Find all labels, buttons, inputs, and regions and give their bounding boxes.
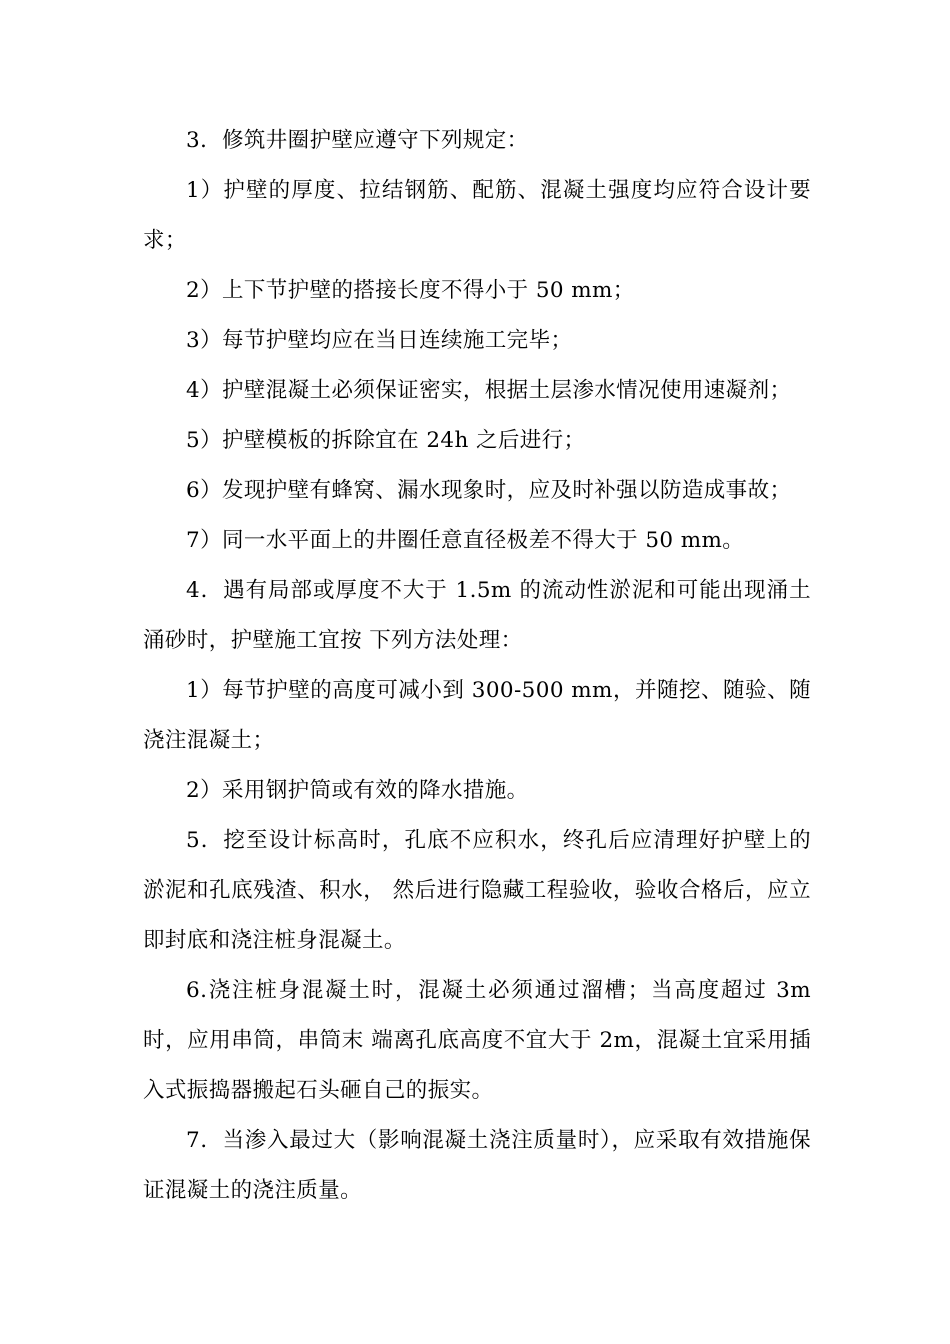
paragraph-6: 6.浇注桩身混凝土时，混凝土必须通过溜槽；当高度超过 3m 时，应用串筒，串筒末 端离孔底高度不宜大于 2m，混凝土宜采用插入式振捣器搬起石头砸自己的振实。	[143, 978, 811, 1103]
document-body	[143, 116, 811, 1216]
paragraph-3-item-1: 1）护壁的厚度、拉结钢筋、配筋、混凝土强度均应符合设计要求；	[143, 178, 811, 253]
paragraph-3-item-7: 7）同一水平面上的井圈任意直径极差不得大于 50 mm。	[186, 528, 745, 553]
paragraph-3-item-6: 6）发现护壁有蜂窝、漏水现象时，应及时补强以防造成事故；	[186, 478, 792, 503]
paragraph-3-item-2: 2）上下节护壁的搭接长度不得小于 50 mm；	[186, 278, 635, 303]
paragraph-4-item-2: 2）采用钢护筒或有效的降水措施。	[186, 778, 529, 803]
paragraph-3-item-4: 4）护壁混凝土必须保证密实，根据土层渗水情况使用速凝剂；	[186, 378, 792, 403]
paragraph-4-item-1: 1）每节护壁的高度可减小到 300-500 mm，并随挖、随验、随浇注混凝土；	[143, 678, 811, 753]
paragraph-7: 7．当渗入最过大（影响混凝土浇注质量时），应采取有效措施保证混凝土的浇注质量。	[143, 1128, 811, 1203]
paragraph-3-item-3: 3）每节护壁均应在当日连续施工完毕；	[186, 328, 573, 353]
paragraph-4-heading: 4．遇有局部或厚度不大于 1.5m 的流动性淤泥和可能出现涌土涌砂时，护壁施工宜按 下列方法处理：	[143, 578, 811, 653]
paragraph-3-heading: 3．修筑井圈护壁应遵守下列规定：	[186, 128, 529, 153]
paragraph-5: 5．挖至设计标高时，孔底不应积水，终孔后应清理好护壁上的淤泥和孔底残渣、积水， 然后进行隐藏工程验收，验收合格后，应立即封底和浇注桩身混凝土。	[143, 828, 811, 953]
paragraph-3-item-5: 5）护壁模板的拆除宜在 24h 之后进行；	[186, 428, 586, 453]
